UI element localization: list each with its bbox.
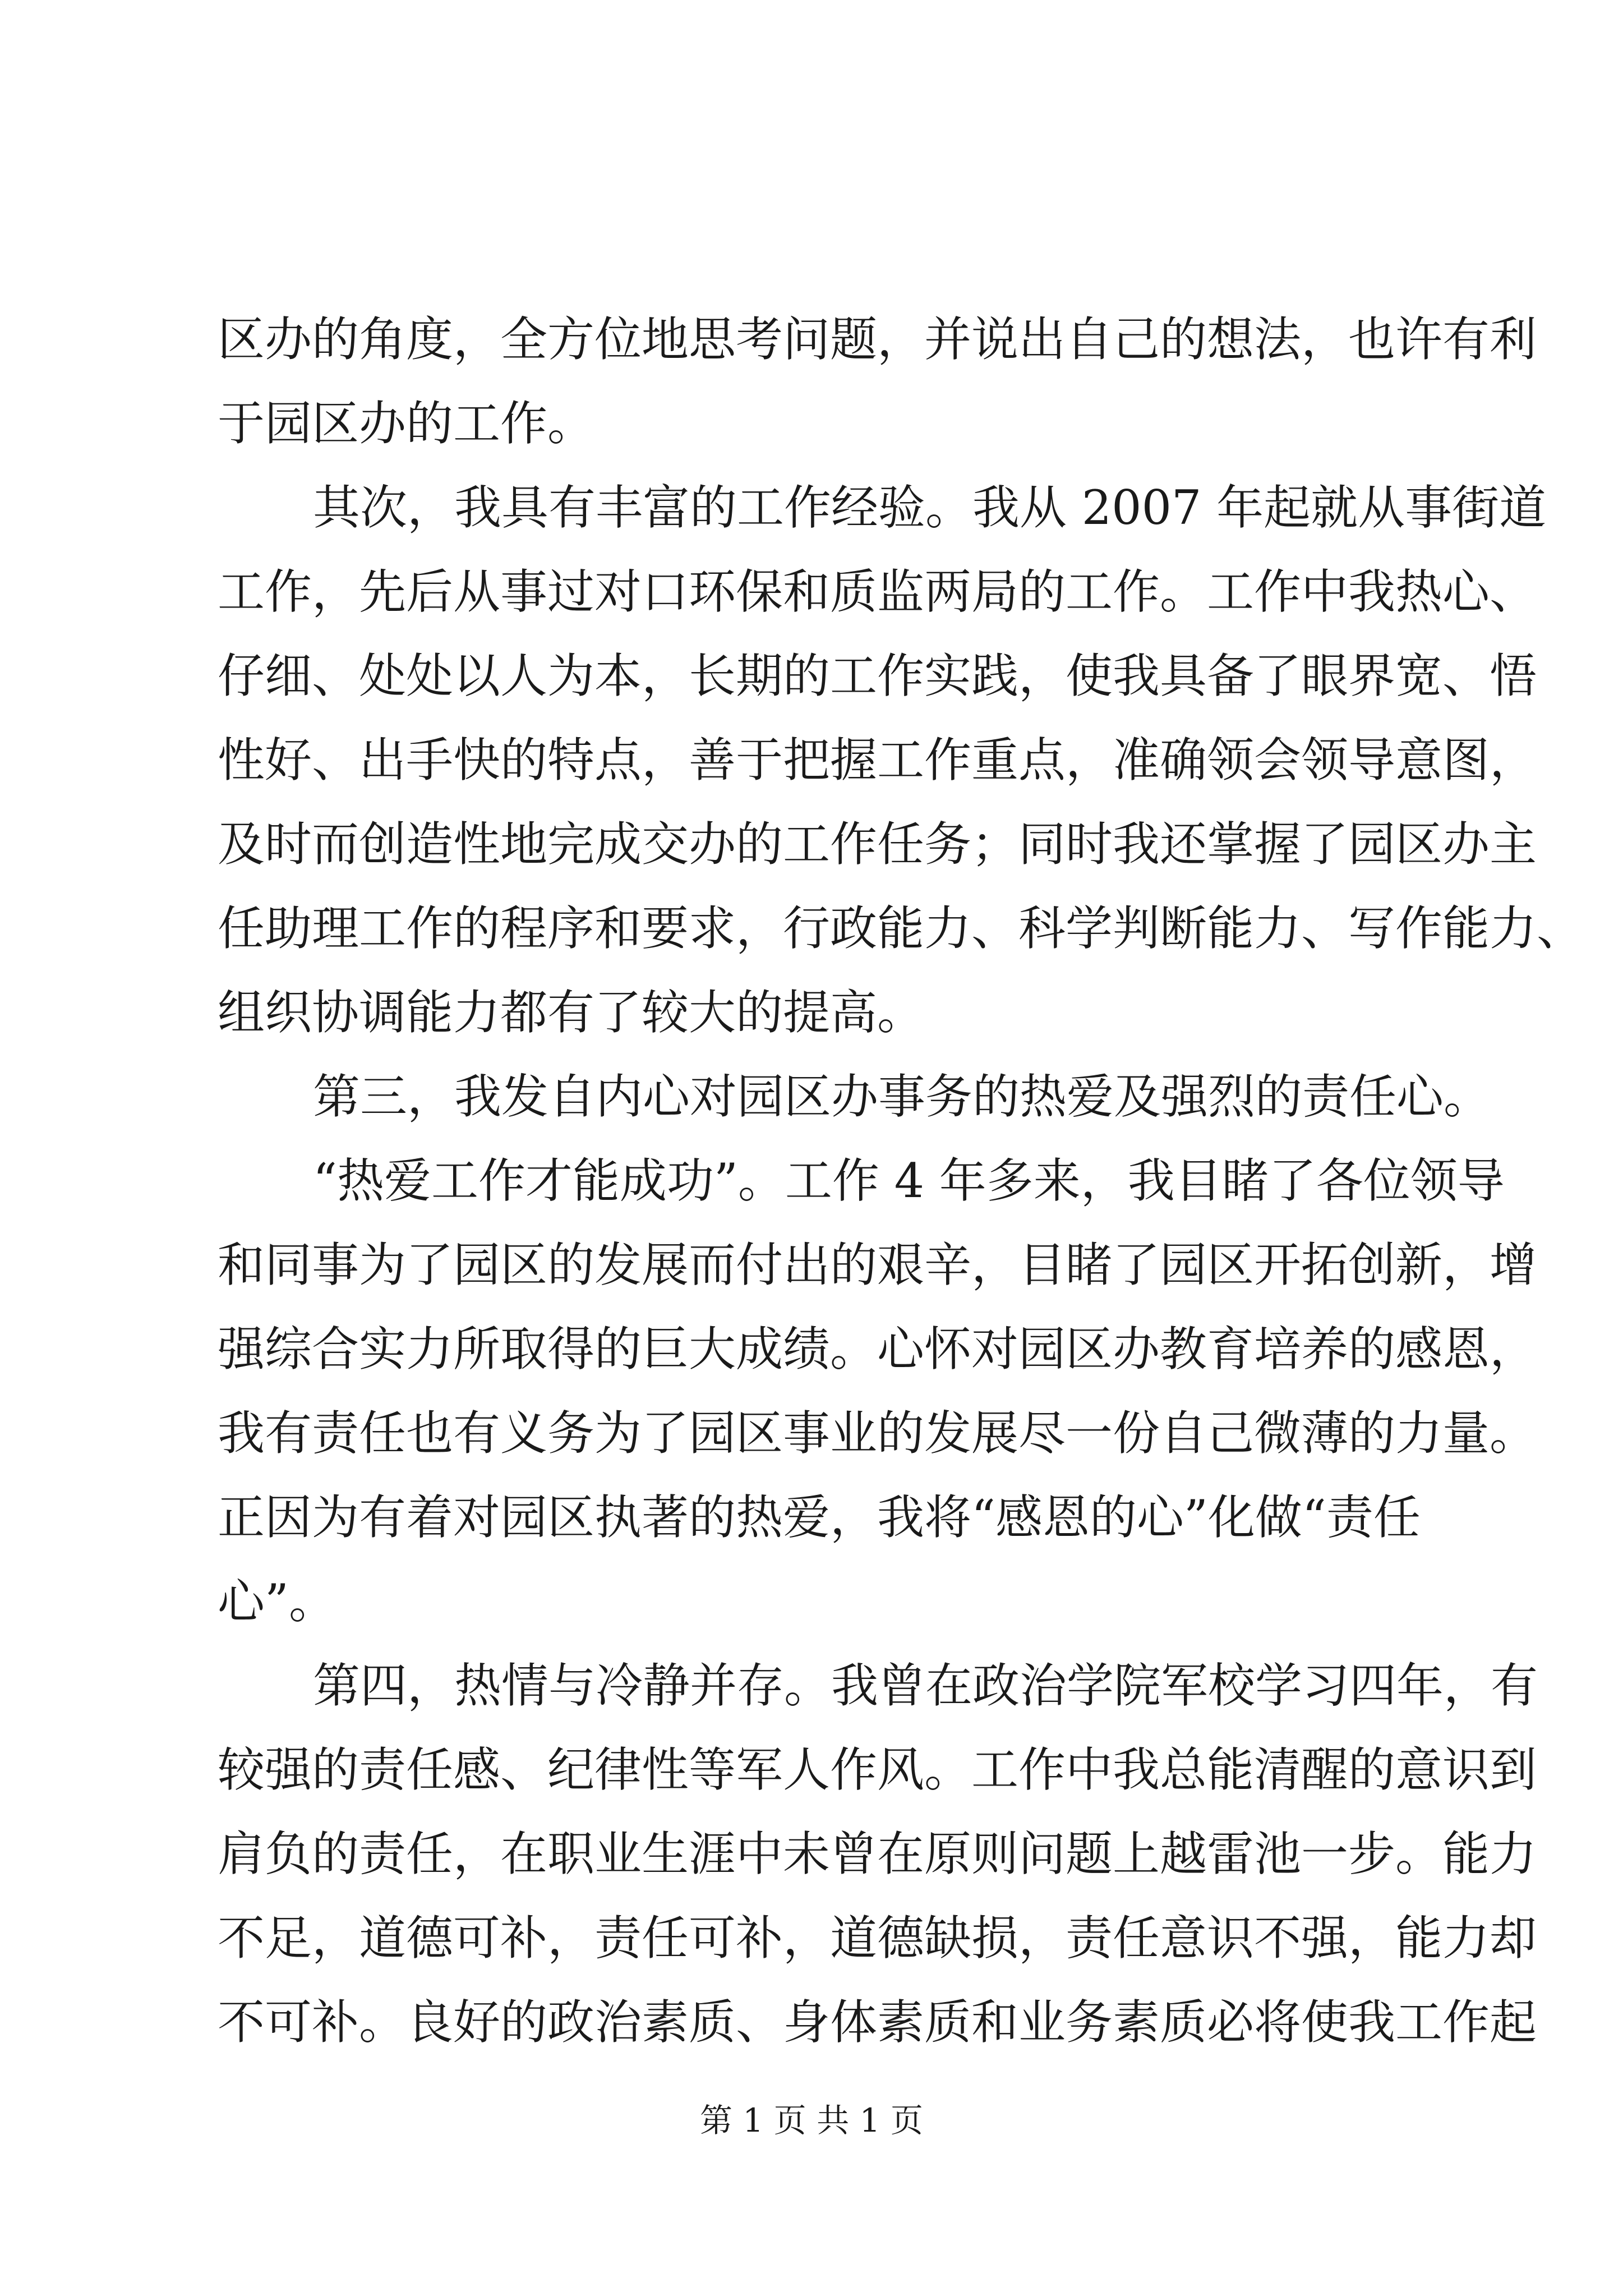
text-line: 其次，我具有丰富的工作经验。我从 2007 年起就从事街道	[313, 480, 1547, 535]
text-line: 心”。	[218, 1574, 336, 1629]
text-line: 第四，热情与冷静并存。我曾在政治学院军校学习四年，有	[313, 1658, 1538, 1713]
text-line: 仔细、处处以人为本，长期的工作实践，使我具备了眼界宽、悟	[218, 648, 1537, 703]
text-line: “热爱工作才能成功”。工作 4 年多来，我目睹了各位领导	[313, 1153, 1505, 1208]
text-line: 不可补。良好的政治素质、身体素质和业务素质必将使我工作起	[218, 1995, 1537, 2050]
text-line: 工作，先后从事过对口环保和质监两局的工作。工作中我热心、	[218, 564, 1537, 619]
text-line: 于园区办的工作。	[218, 396, 595, 451]
text-line: 第三，我发自内心对园区办事务的热爱及强烈的责任心。	[313, 1069, 1491, 1124]
text-line: 肩负的责任，在职业生涯中未曾在原则问题上越雷池一步。能力	[218, 1826, 1537, 1881]
text-line: 较强的责任感、纪律性等军人作风。工作中我总能清醒的意识到	[218, 1742, 1537, 1797]
text-line: 任助理工作的程序和要求，行政能力、科学判断能力、写作能力、	[218, 901, 1584, 956]
text-line: 性好、出手快的特点，善于把握工作重点，准确领会领导意图，	[218, 733, 1537, 788]
page-footer: 第 1 页 共 1 页	[700, 2101, 923, 2139]
text-line: 不足，道德可补，责任可补，道德缺损，责任意识不强，能力却	[218, 1911, 1537, 1966]
text-line: 正因为有着对园区执著的热爱，我将“感恩的心”化做“责任	[218, 1490, 1421, 1545]
text-line: 我有责任也有义务为了园区事业的发展尽一份自己微薄的力量。	[218, 1406, 1537, 1461]
text-line: 强综合实力所取得的巨大成绩。心怀对园区办教育培养的感恩，	[218, 1322, 1537, 1377]
text-line: 及时而创造性地完成交办的工作任务；同时我还掌握了园区办主	[218, 817, 1537, 872]
text-line: 和同事为了园区的发展而付出的艰辛，目睹了园区开拓创新，增	[218, 1237, 1537, 1292]
body-text	[218, 297, 1584, 2064]
text-line: 组织协调能力都有了较大的提高。	[218, 985, 925, 1040]
text-line: 区办的角度，全方位地思考问题，并说出自己的想法，也许有利	[218, 312, 1537, 367]
